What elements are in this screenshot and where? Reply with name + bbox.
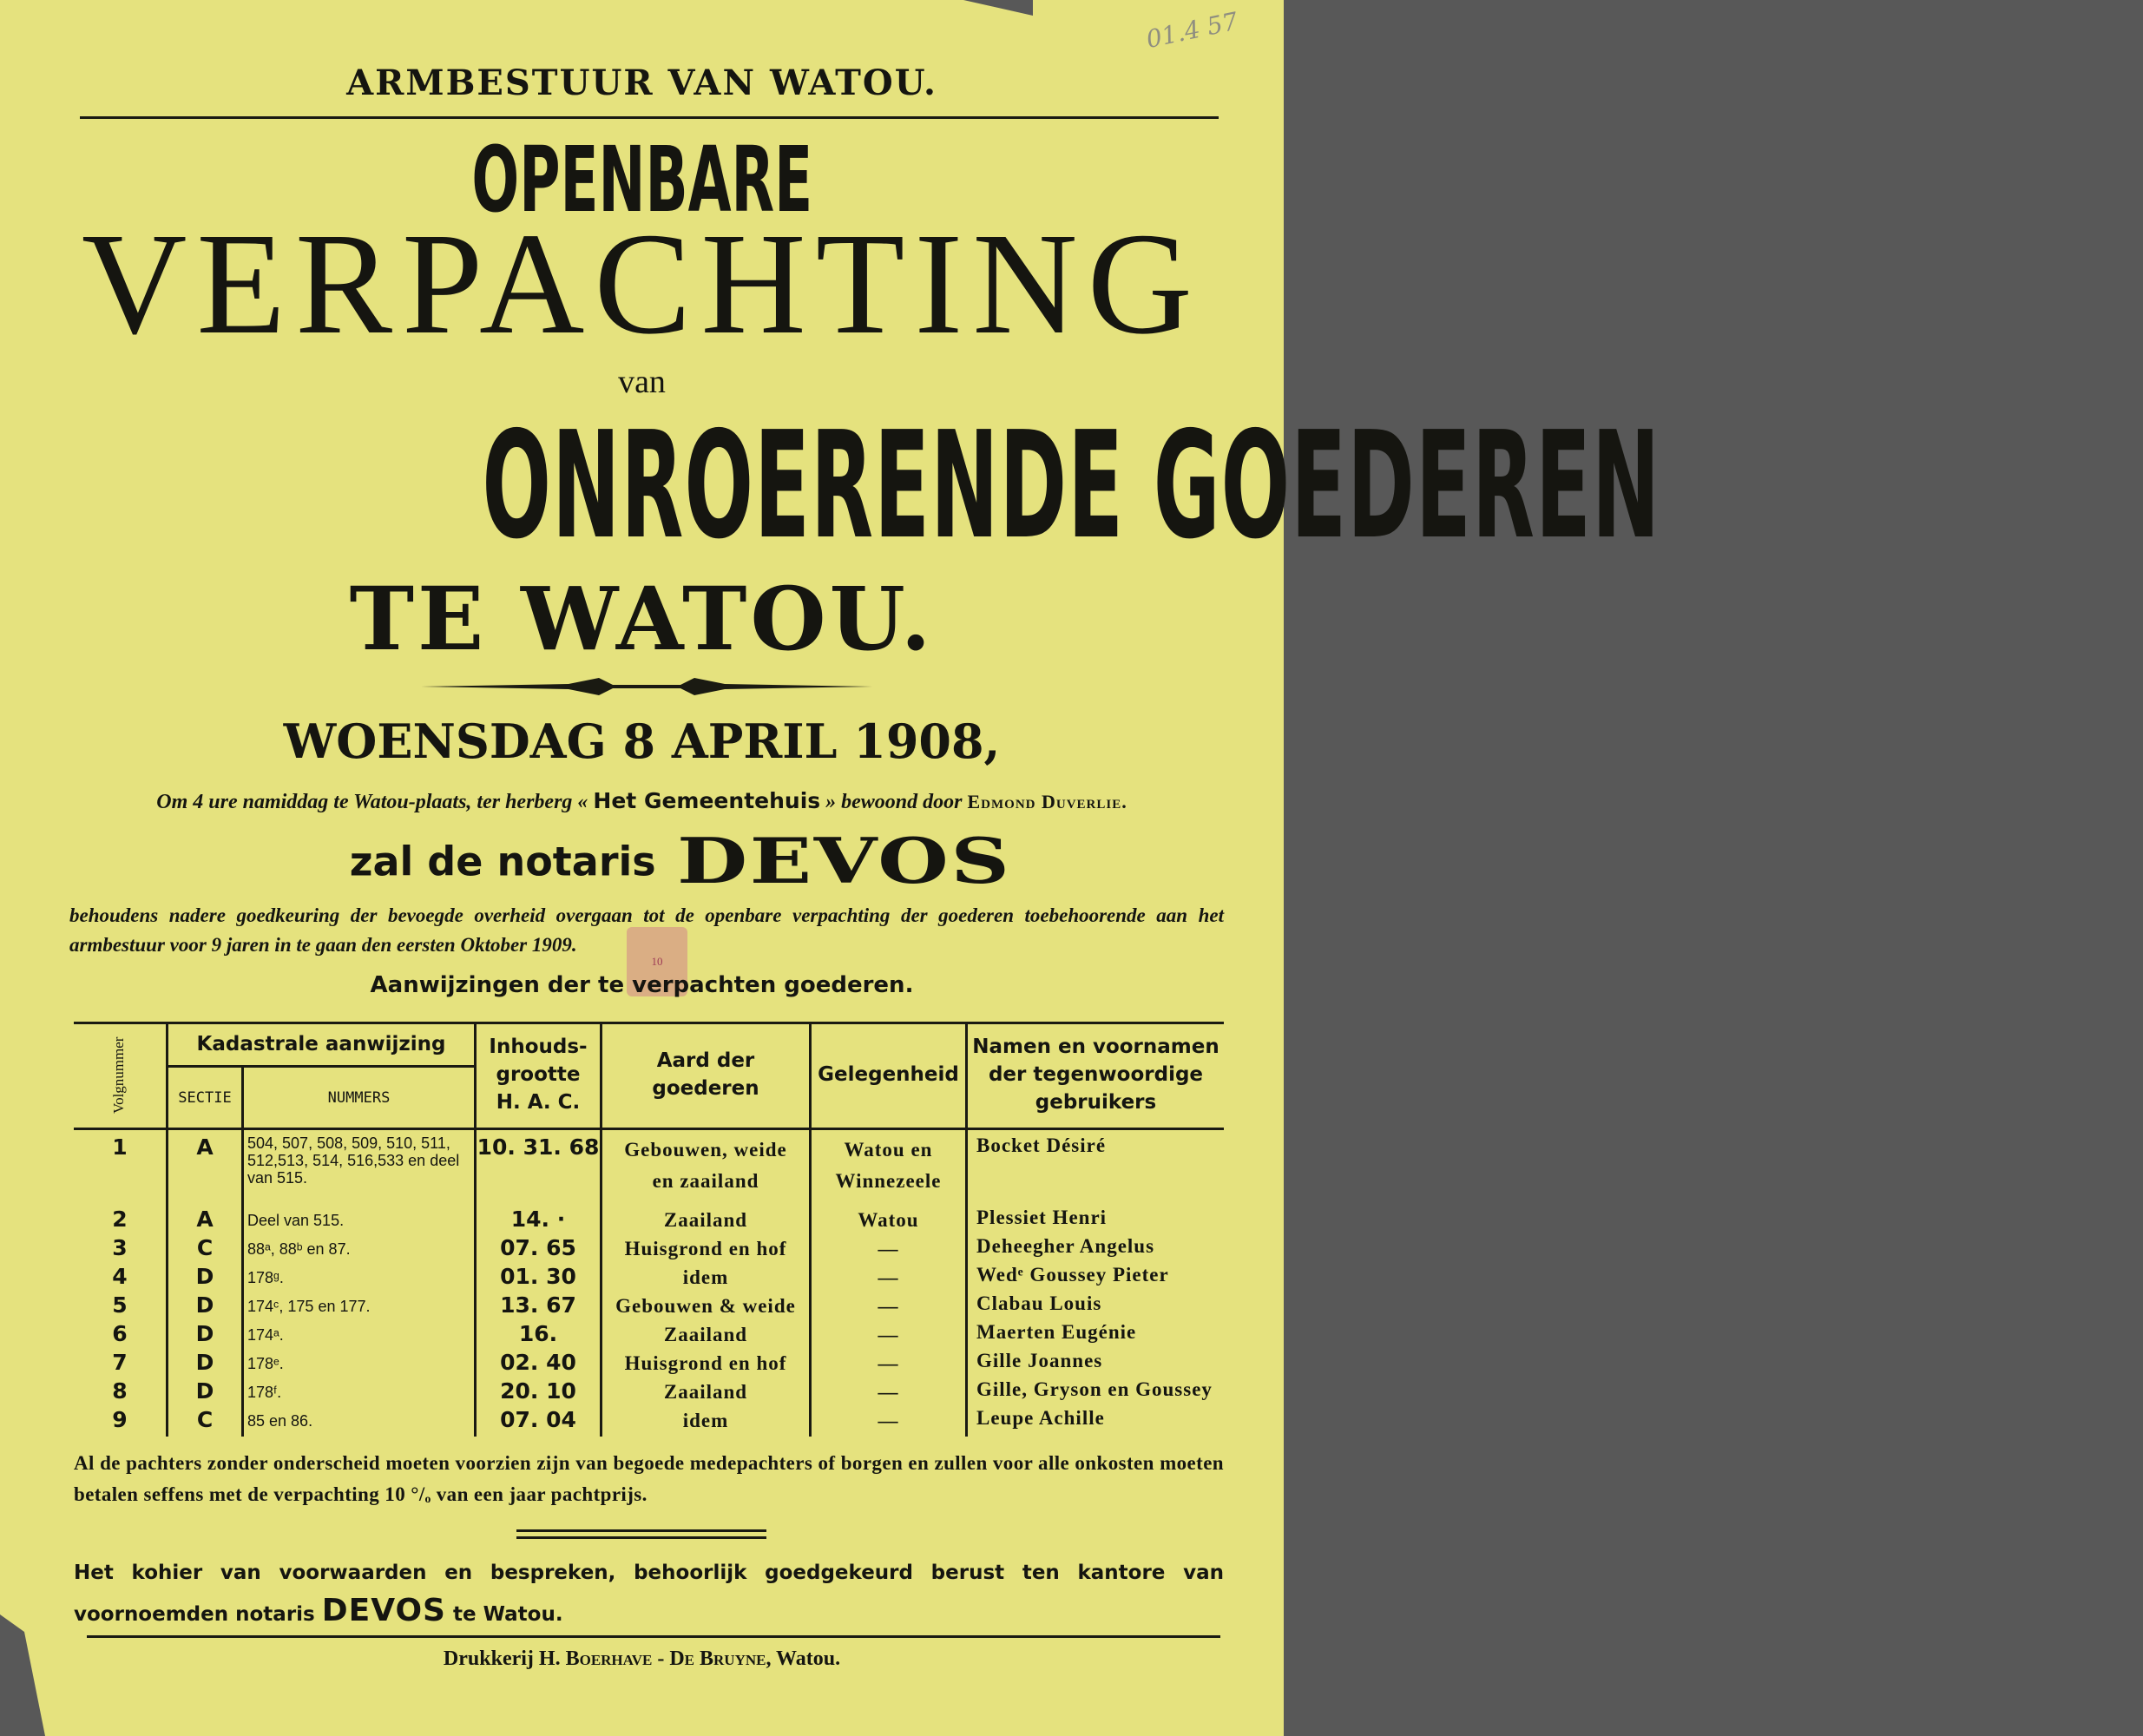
location-text-2: » bewoond door	[820, 791, 968, 813]
cell-geleg	[812, 1207, 965, 1234]
cell-line: —	[878, 1381, 899, 1403]
cell-line: Watou en	[844, 1139, 933, 1161]
tax-stamp: 10	[627, 927, 687, 996]
cell-line: Watou	[858, 1209, 919, 1231]
cell-gebr: Wedᵉ Goussey Pieter	[976, 1264, 1169, 1286]
header-inhoud-3: H. A. C.	[496, 1091, 581, 1114]
cell-geleg	[812, 1264, 965, 1292]
cell-nummers	[247, 1134, 473, 1187]
notary-intro: zal de notaris	[349, 838, 656, 885]
auction-date: WOENSDAG 8 APRIL 1908,	[283, 713, 1001, 769]
cell-grootte: 07. 65	[500, 1235, 576, 1260]
cell-geleg	[812, 1134, 965, 1197]
inn-name: Het Gemeentehuis	[593, 788, 821, 813]
cell-sectie: D	[195, 1350, 214, 1375]
cell-line: —	[878, 1352, 899, 1374]
cell-nummers	[247, 1407, 473, 1435]
cell-grootte: 13. 67	[500, 1292, 576, 1318]
kadastrale-rule	[168, 1065, 474, 1068]
cell-nr: 2	[112, 1207, 128, 1232]
cell-line: idem	[682, 1410, 729, 1431]
cell-line: Huisgrond en hof	[624, 1238, 787, 1259]
header-volgnummer: Volgnummer	[110, 1036, 127, 1115]
cell-nummers	[247, 1207, 473, 1234]
cell-nr: 3	[112, 1235, 128, 1260]
header-sectie: SECTIE	[178, 1089, 232, 1107]
cell-gebr: Gille Joannes	[976, 1350, 1103, 1371]
cell-gebr: Leupe Achille	[976, 1407, 1105, 1429]
cell-line: Gebouwen, weide	[624, 1139, 787, 1161]
cell-aard	[602, 1407, 809, 1435]
kohier-note	[74, 1554, 1224, 1634]
cell-nummers	[247, 1264, 473, 1292]
cell-line: Deel van 515.	[247, 1212, 345, 1229]
cell-gebr: Clabau Louis	[976, 1292, 1102, 1314]
location-text: Om 4 ure namiddag te Watou-plaats, ter herberg «	[156, 791, 594, 813]
header-aard-1: Aard der	[656, 1049, 755, 1072]
cell-line: 174ᶜ, 175 en 177.	[247, 1298, 371, 1315]
footer-rule	[87, 1635, 1220, 1638]
title-te-watou: TE WATOU.	[349, 568, 935, 670]
cell-sectie: C	[196, 1235, 214, 1260]
cell-sectie: D	[195, 1378, 214, 1404]
header-gelegenheid: Gelegenheid	[818, 1063, 959, 1086]
cell-nummers	[247, 1378, 473, 1406]
cell-line: van 515.	[247, 1169, 308, 1187]
ornamental-divider	[421, 675, 872, 698]
cell-nr: 9	[112, 1407, 128, 1432]
cell-grootte: 14. ·	[510, 1207, 566, 1232]
cell-line: Zaailand	[663, 1324, 748, 1345]
cell-sectie: A	[196, 1207, 214, 1232]
header-inhoud-1: Inhouds-	[489, 1036, 588, 1058]
header-inhoud-2: grootte	[496, 1063, 581, 1086]
cell-gebr: Maerten Eugénie	[976, 1321, 1137, 1343]
cell-nummers	[247, 1321, 473, 1349]
inn-owner: Edmond Duverlie.	[967, 791, 1127, 812]
property-table	[74, 1022, 1224, 1437]
cell-line: 85 en 86.	[247, 1412, 313, 1430]
header-rule	[80, 116, 1219, 119]
kohier-text: Het kohier van voorwaarden en bespreken, behoorlijk goedgekeurd berust ten kantore van voornoemden notaris	[74, 1562, 1224, 1626]
cell-line: 178ᶠ.	[247, 1384, 282, 1401]
title-onroerende-goederen: ONROERENDE GOEDEREN	[482, 400, 1661, 572]
cell-nr: 7	[112, 1350, 128, 1375]
cell-gebr: Plessiet Henri	[976, 1207, 1108, 1228]
cell-grootte: 02. 40	[500, 1350, 576, 1375]
header-namen-3: gebruikers	[1035, 1091, 1157, 1114]
cell-aard	[602, 1350, 809, 1378]
printer-label: Drukkerij	[443, 1647, 539, 1670]
cell-geleg	[812, 1321, 965, 1349]
cell-sectie: C	[196, 1407, 214, 1432]
cell-gebr: Deheegher Angelus	[976, 1235, 1155, 1257]
header-bottom-rule	[74, 1128, 1224, 1130]
poster-header: ARMBESTUUR VAN WATOU.	[346, 62, 937, 103]
cell-aard	[602, 1378, 809, 1406]
cell-geleg	[812, 1235, 965, 1263]
double-rule-bottom	[516, 1536, 766, 1539]
cell-nr: 4	[112, 1264, 128, 1289]
cell-line: 512,513, 514, 516,533 en deel	[247, 1152, 460, 1169]
cell-line: Zaailand	[663, 1381, 748, 1403]
cell-line: Winnezeele	[835, 1170, 942, 1192]
cell-aard	[602, 1134, 809, 1197]
header-aard-2: goederen	[652, 1077, 759, 1100]
cell-grootte: 01. 30	[500, 1264, 576, 1289]
cell-line: —	[878, 1324, 899, 1345]
printer-name: H. Boerhave - De Bruyne,	[538, 1647, 772, 1670]
title-openbare: OPENBARE	[471, 127, 812, 233]
title-verpachting: VERPACHTING	[82, 203, 1202, 365]
cell-grootte: 16.	[518, 1321, 558, 1346]
cell-sectie: D	[195, 1292, 214, 1318]
cell-line: —	[878, 1266, 899, 1288]
header-aard	[602, 1022, 809, 1128]
cell-grootte: 20. 10	[500, 1378, 576, 1404]
cell-line: —	[878, 1238, 899, 1259]
notary-line	[0, 826, 1284, 896]
printer-place: Watou.	[771, 1647, 841, 1670]
cell-aard	[602, 1321, 809, 1349]
cell-line: 178ᵉ.	[247, 1355, 284, 1372]
cell-geleg	[812, 1378, 965, 1406]
cell-nummers	[247, 1235, 473, 1263]
cell-line: Gebouwen & weide	[615, 1295, 796, 1317]
cell-nr: 8	[112, 1378, 128, 1404]
cell-line: Zaailand	[663, 1209, 748, 1231]
pachters-note: Al de pachters zonder onderscheid moeten voorzien zijn van begoede medepachters of borgen en zullen voor alle onkosten moeten betalen seffens met de verpachting 10 °/ₒ van een jaar pachtprijs.	[74, 1452, 1224, 1505]
cell-nummers	[247, 1292, 473, 1320]
cell-geleg	[812, 1292, 965, 1320]
cell-nr: 6	[112, 1321, 128, 1346]
double-rule-top	[516, 1529, 766, 1532]
handwritten-archive-note: 01.4 57	[1143, 6, 1241, 55]
cell-line: en zaailand	[652, 1170, 759, 1192]
cell-grootte: 10. 31. 68	[477, 1134, 600, 1160]
cell-geleg	[812, 1350, 965, 1378]
header-nummers: NUMMERS	[327, 1089, 391, 1107]
cell-line: 504, 507, 508, 509, 510, 511,	[247, 1134, 450, 1152]
cell-line: Huisgrond en hof	[624, 1352, 787, 1374]
auction-location	[0, 788, 1284, 814]
cell-line: —	[878, 1295, 899, 1317]
cell-gebr: Bocket Désiré	[976, 1134, 1107, 1156]
kohier-notary: DEVOS	[321, 1593, 446, 1628]
cell-aard	[602, 1235, 809, 1263]
cell-geleg	[812, 1407, 965, 1435]
cell-nr: 5	[112, 1292, 128, 1318]
cell-sectie: A	[196, 1134, 214, 1160]
cell-aard	[602, 1207, 809, 1234]
cell-line: idem	[682, 1266, 729, 1288]
cell-nr: 1	[112, 1134, 128, 1160]
cell-line: 88ᵃ, 88ᵇ en 87.	[247, 1240, 351, 1258]
title-van: van	[618, 364, 666, 400]
kohier-text-2: te Watou.	[445, 1603, 563, 1626]
header-namen	[968, 1022, 1224, 1128]
cell-gebr: Gille, Gryson en Goussey	[976, 1378, 1213, 1400]
cell-aard	[602, 1264, 809, 1292]
header-kadastrale: Kadastrale aanwijzing	[196, 1033, 446, 1055]
printer-credit	[0, 1647, 1284, 1671]
auction-paragraph: behoudens nadere goedkeuring der bevoegde overheid overgaan tot de openbare verpachting der goederen toebehoorende aan het armbestuur voor 9 jaren in te gaan den eersten Oktober 1909.	[69, 904, 1224, 956]
notary-name: DEVOS	[676, 824, 1012, 898]
cell-line: —	[878, 1410, 899, 1431]
cell-line: 174ᵃ.	[247, 1326, 284, 1344]
cell-sectie: D	[195, 1264, 214, 1289]
table-subheading: Aanwijzingen der te verpachten goederen.	[370, 972, 914, 998]
header-inhoudsgrootte	[477, 1022, 600, 1128]
header-namen-2: der tegenwoordige	[988, 1063, 1204, 1086]
cell-nummers	[247, 1350, 473, 1378]
cell-aard	[602, 1292, 809, 1320]
header-namen-1: Namen en voornamen	[972, 1036, 1219, 1058]
cell-sectie: D	[195, 1321, 214, 1346]
cell-grootte: 07. 04	[500, 1407, 576, 1432]
cell-line: 178ᵍ.	[247, 1269, 284, 1286]
